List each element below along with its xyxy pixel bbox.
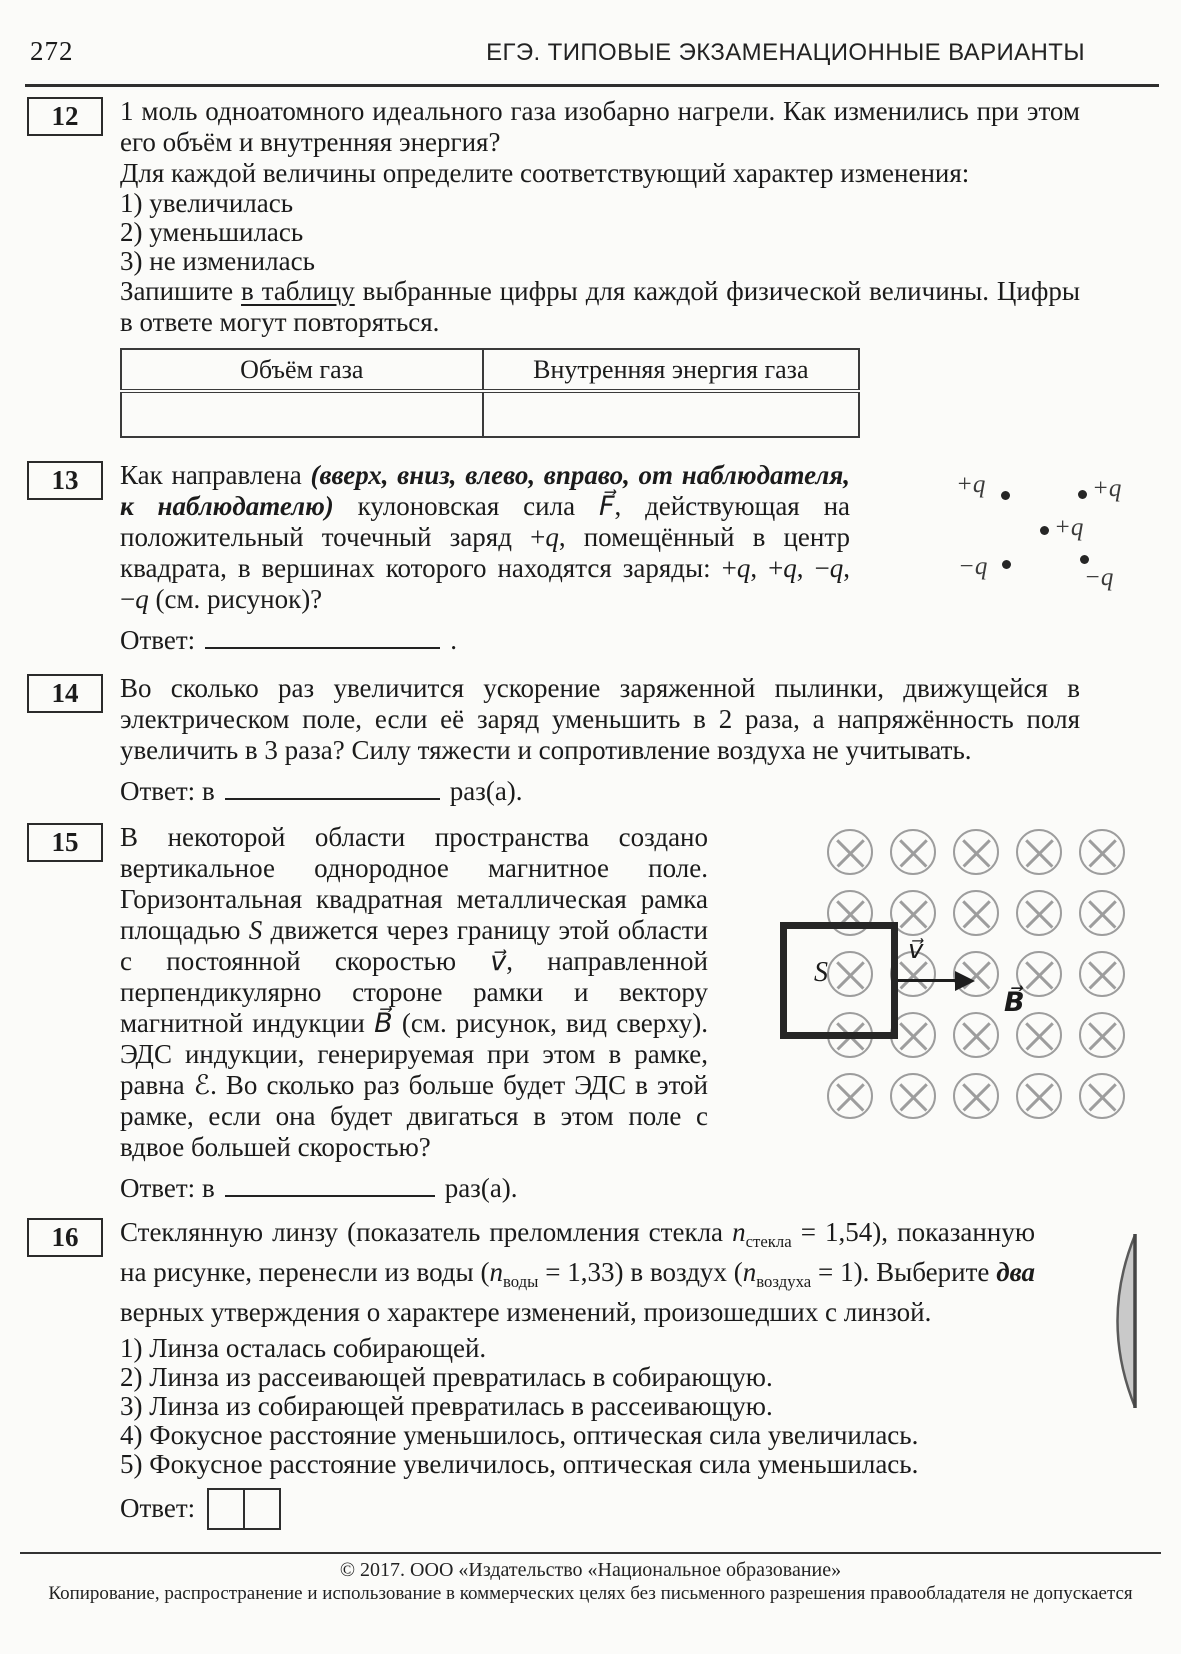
- answer-blank: [205, 625, 440, 649]
- answer-pre: в: [201, 1173, 215, 1203]
- text-segment: . Во сколько раз больше будет ЭДС в этой рамке, если она будет двигаться в этом поле с вдвое большей скоростью?: [120, 1070, 708, 1162]
- text-segment: выбранные цифры для каждой физической величины. Цифры в ответе могут повторяться.: [120, 276, 1080, 337]
- induction-label: B⃗: [1004, 987, 1025, 1017]
- option-item: 5) Фокусное расстояние увеличилось, оптическая сила уменьшилась.: [120, 1448, 919, 1479]
- flux-into-page-icon: [1079, 890, 1125, 936]
- text-segment: в таблицу: [241, 276, 355, 306]
- footer-copyright: © 2017. ООО «Издательство «Национальное образование»: [339, 1559, 842, 1581]
- column-header-volume: Объём газа: [121, 349, 483, 391]
- text-segment: , +: [750, 553, 784, 583]
- charge-dot-bottom-right: [1080, 555, 1089, 564]
- footer-legal-note: Копирование, распространение и использование в коммерческих целях без письменного разрешения правообладателя не допускается: [48, 1583, 1133, 1604]
- charge-label-bottom-right: −q: [1084, 564, 1114, 591]
- text-segment: (см. рисунок, вид сверху). ЭДС индукции, генерируемая при этом в рамке, равна: [120, 1008, 708, 1100]
- problem-14-number-box: 14: [27, 674, 103, 713]
- text-segment: = 1). Выберите: [811, 1256, 997, 1287]
- header-title: ЕГЭ. ТИПОВЫЕ ЭКЗАМЕНАЦИОННЫЕ ВАРИАНТЫ: [486, 39, 1085, 66]
- text-segment: , помещённый в центр квадрата, в вершинах которого находятся заряды: +: [120, 522, 850, 583]
- text-segment: S: [248, 915, 263, 945]
- flux-into-page-icon: [1079, 1073, 1125, 1119]
- text-segment: воздуха: [756, 1271, 812, 1291]
- text-segment: два: [996, 1256, 1036, 1287]
- answer-pre: в: [201, 776, 215, 806]
- answer-suffix: раз(а).: [449, 776, 523, 806]
- flux-into-page-icon: [890, 1073, 936, 1119]
- text-segment: B⃗: [374, 1008, 393, 1038]
- page-number: 272: [30, 36, 74, 66]
- flux-into-page-icon: [953, 1012, 999, 1058]
- text-segment: Как направлена: [120, 460, 311, 490]
- text-segment: движется через границу этой области с постоянной скоростью: [120, 915, 709, 976]
- text-segment: q: [829, 553, 844, 583]
- problem-15: [0, 822, 1181, 1207]
- velocity-label: v⃗: [908, 935, 924, 964]
- flux-into-page-icon: [1016, 829, 1062, 875]
- answer-cell-volume: [121, 391, 483, 437]
- answer-label: Ответ:: [120, 1493, 196, 1524]
- problem-15-answer-row: [120, 1169, 708, 1207]
- answer-blank: [225, 1173, 435, 1197]
- text-segment: q: [736, 553, 751, 583]
- text-segment: n: [489, 1256, 503, 1287]
- page-header: [30, 36, 1085, 67]
- text-segment: F⃗: [598, 491, 615, 521]
- text-segment: = 1,54), показанную на рисунке, перенесли из воды (: [120, 1217, 1035, 1287]
- flux-into-page-icon: [1079, 829, 1125, 875]
- text-segment: q: [135, 584, 149, 614]
- area-label: S: [814, 957, 828, 988]
- answer-label: Ответ:: [120, 776, 196, 806]
- problem-14-body: [120, 673, 1080, 810]
- problem-16-text: [120, 1217, 1035, 1328]
- option-item: 3) Линза из собирающей превратилась в рассеивающую.: [120, 1390, 773, 1421]
- problem-12-note: [120, 276, 1080, 338]
- problem-12-prompt: Для каждой величины определите соответствующий характер изменения:: [120, 158, 970, 188]
- charge-label-top-right: +q: [1092, 475, 1122, 502]
- problem-15-body: [120, 822, 708, 1207]
- flux-into-page-icon: [953, 890, 999, 936]
- flux-into-page-icon: [827, 1073, 873, 1119]
- charge-label-top-left: +q: [956, 471, 986, 498]
- text-segment: n: [742, 1256, 757, 1287]
- lens-figure: [1096, 1231, 1144, 1416]
- charges-square-figure: [900, 468, 1160, 608]
- text-segment: q: [783, 553, 797, 583]
- flux-into-page-icon: [1016, 1073, 1062, 1119]
- problem-16-body: [120, 1217, 1035, 1531]
- table-header-row: [121, 349, 859, 391]
- problem-12: [0, 96, 1181, 438]
- answer-box-1: [207, 1488, 245, 1530]
- velocity-arrow: [898, 979, 956, 982]
- charge-dot-bottom-left: [1002, 560, 1011, 569]
- text-segment: Запишите: [120, 276, 242, 306]
- problem-13: [0, 460, 1181, 659]
- answer-cell-internal-energy: [483, 391, 859, 437]
- problem-13-answer-row: [120, 621, 850, 659]
- text-segment: ℰ: [193, 1070, 211, 1100]
- text-segment: n: [732, 1217, 746, 1247]
- flux-into-page-icon: [1079, 1012, 1125, 1058]
- text-segment: (см. рисунок)?: [148, 584, 323, 614]
- option-item: 1) Линза осталась собирающей.: [120, 1332, 487, 1363]
- problem-16-number-box: 16: [27, 1218, 103, 1257]
- text-segment: , −: [120, 553, 850, 614]
- problem-14-text: Во сколько раз увеличится ускорение заряженной пылинки, движущейся в электрическом поле, если её заряд уменьшить в 2 раза, а напряжённость поля увеличить в 3 раза? Силу тяжести и сопротивление воздуха не учитывать.: [120, 673, 1080, 765]
- problem-12-intro: 1 моль одноатомного идеального газа изобарно нагрели. Как изменились при этом его объём и внутренняя энергия?: [120, 96, 1080, 157]
- magnetic-field-figure: [780, 829, 1180, 1129]
- table-answer-row: [121, 391, 859, 437]
- problem-16-options: [120, 1334, 1035, 1479]
- option-item: 2) Линза из рассеивающей превратилась в собирающую.: [120, 1361, 773, 1392]
- answer-table: [120, 348, 860, 438]
- text-segment: Стеклянную линзу (показатель преломления стекла: [120, 1217, 733, 1247]
- charge-label-bottom-left: −q: [958, 553, 988, 580]
- answer-label: Ответ:: [120, 625, 196, 655]
- text-segment: кулоновская сила: [333, 491, 599, 521]
- problem-14-answer-row: [120, 772, 1080, 810]
- flux-into-page-icon: [1016, 890, 1062, 936]
- flux-into-page-icon: [890, 829, 936, 875]
- page-content: [0, 96, 1181, 1531]
- problem-16: [0, 1217, 1181, 1531]
- flux-into-page-icon: [1016, 1012, 1062, 1058]
- problem-13-number-box: 13: [27, 461, 103, 500]
- text-segment: , направленной перпендикулярно стороне рамки и вектору магнитной индукции: [120, 946, 708, 1038]
- problem-14: [0, 673, 1181, 810]
- answer-period: .: [450, 625, 457, 655]
- option-item: 4) Фокусное расстояние уменьшилось, оптическая сила увеличилась.: [120, 1419, 919, 1450]
- text-segment: v⃗: [490, 946, 507, 976]
- text-segment: стекла: [745, 1231, 792, 1251]
- option-item: 3) не изменилась: [120, 246, 315, 276]
- charge-label-center: +q: [1054, 514, 1084, 541]
- text-segment: , действующая на положительный точечный заряд +: [120, 491, 851, 552]
- charge-dot-center: [1040, 526, 1049, 535]
- answer-blank: [225, 776, 440, 800]
- option-item: 2) уменьшилась: [120, 217, 304, 247]
- charge-dot-top-right: [1078, 490, 1087, 499]
- column-header-internal-energy: Внутренняя энергия газа: [483, 349, 859, 391]
- header-rule: [25, 84, 1159, 87]
- problem-12-options: [120, 189, 1080, 276]
- text-segment: = 1,33) в воздух (: [538, 1256, 743, 1287]
- problem-15-text: [120, 822, 708, 1163]
- text-segment: воды: [502, 1271, 539, 1291]
- text-segment: (вверх, вниз, влево, вправо, от наблюдателя, к наблюдателю): [120, 460, 850, 521]
- problem-12-body: [120, 96, 1080, 438]
- flux-into-page-icon: [827, 829, 873, 875]
- problem-15-number-box: 15: [27, 823, 103, 862]
- option-item: 1) увеличилась: [120, 188, 294, 218]
- text-segment: q: [545, 522, 559, 552]
- text-segment: В некоторой области пространства создано вертикальное однородное магнитное поле. Горизонтальная квадратная металлическая рамка площадью: [120, 822, 708, 945]
- answer-box-2: [243, 1488, 281, 1530]
- problem-16-answer-row: [120, 1487, 1035, 1531]
- charge-dot-top-left: [1001, 491, 1010, 500]
- plano-convex-lens-icon: [1096, 1231, 1144, 1411]
- flux-into-page-icon: [953, 829, 999, 875]
- problem-13-body: [120, 460, 850, 659]
- footer-rule: [20, 1552, 1161, 1554]
- answer-suffix: раз(а).: [444, 1173, 518, 1203]
- metal-frame: [780, 922, 898, 1039]
- text-segment: , −: [796, 553, 830, 583]
- problem-13-text: [120, 460, 850, 615]
- answer-label: Ответ:: [120, 1173, 196, 1203]
- problem-12-number-box: 12: [27, 97, 103, 136]
- text-segment: верных утверждения о характере изменений, произошедших с линзой.: [120, 1296, 932, 1327]
- flux-into-page-icon: [953, 1073, 999, 1119]
- flux-into-page-icon: [1079, 951, 1125, 997]
